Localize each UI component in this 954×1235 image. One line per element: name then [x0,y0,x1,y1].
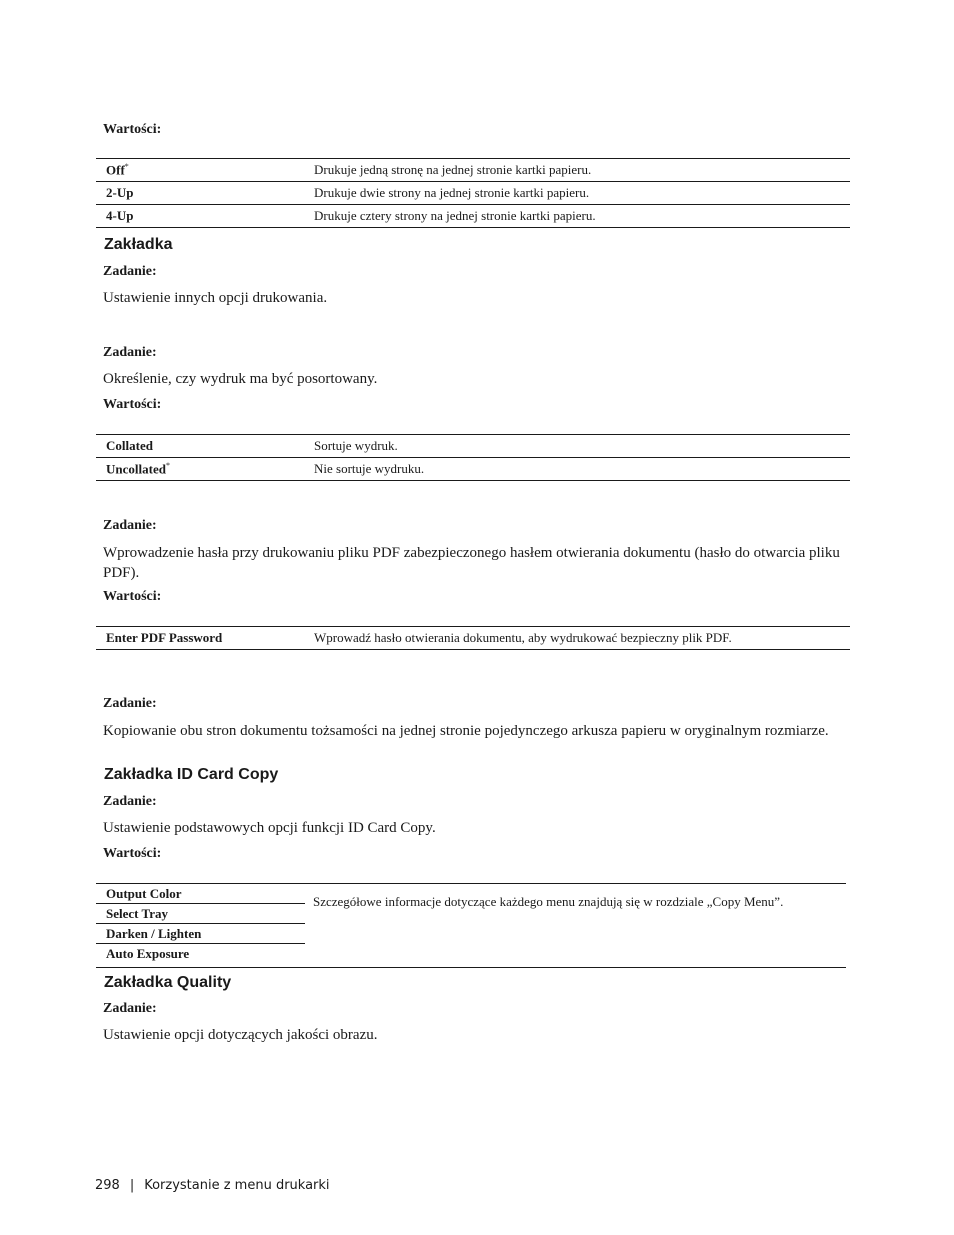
default-marker: * [124,161,129,171]
option-description: Drukuje jedną stronę na jednej stronie kartki papieru. [304,159,850,182]
option-description: Sortuje wydruk. [304,435,850,458]
values-table-nup [96,158,850,228]
task-label: Zadanie: [103,696,157,711]
option-key: Select Tray [96,904,305,924]
task-text: Ustawienie opcji dotyczących jakości obrazu. [103,1027,378,1043]
option-description: Szczegółowe informacje dotyczące każdego menu znajdują się w rozdziale „Copy Menu”. [313,894,784,909]
task-label: Zadanie: [103,345,157,360]
option-key: Darken / Lighten [96,924,305,944]
option-key: Collated [106,438,153,453]
option-key: Off [106,162,125,178]
footer-separator: | [129,1178,135,1193]
default-marker: * [165,460,170,470]
task-text: Wprowadzenie hasła przy drukowaniu pliku PDF zabezpieczonego hasłem otwierania dokumentu (hasło do otwarcia pliku PDF). [103,545,840,581]
option-key: Uncollated [106,461,166,477]
option-description: Nie sortuje wydruku. [304,458,850,481]
option-description: Drukuje cztery strony na jednej stronie kartki papieru. [304,205,850,228]
values-table-id-card [96,883,846,968]
option-description: Drukuje dwie strony na jednej stronie kartki papieru. [304,182,850,205]
values-label: Wartości: [103,397,162,412]
option-key: 2-Up [106,185,134,200]
section-heading-zakladka: Zakładka [104,236,173,253]
option-description: Wprowadź hasło otwierania dokumentu, aby wydrukować bezpieczny plik PDF. [304,627,850,650]
table-row [96,205,850,228]
task-label: Zadanie: [103,1001,157,1016]
option-key-list [96,884,305,964]
task-text: Ustawienie podstawowych opcji funkcji ID Card Copy. [103,820,436,836]
values-table-pdf [96,626,850,650]
option-key: Auto Exposure [106,946,190,961]
table-row [96,627,850,650]
task-text: Określenie, czy wydruk ma być posortowany. [103,371,378,387]
option-key: 4-Up [106,208,134,223]
task-label: Zadanie: [103,794,157,809]
page-number: 298 [95,1178,120,1193]
table-row [96,182,850,205]
section-heading-quality: Zakładka Quality [104,974,232,991]
table-row [96,458,850,481]
values-label: Wartości: [103,122,162,137]
values-table-collate [96,434,850,481]
values-label: Wartości: [103,846,162,861]
chapter-title: Korzystanie z menu drukarki [144,1178,330,1193]
values-label: Wartości: [103,589,162,604]
table-row [96,435,850,458]
section-heading-id-card-copy: Zakładka ID Card Copy [104,766,279,783]
task-label: Zadanie: [103,518,157,533]
task-label: Zadanie: [103,264,157,279]
table-row [96,159,850,182]
option-key: Output Color [96,884,305,904]
page-footer [95,1178,330,1193]
task-text: Ustawienie innych opcji drukowania. [103,290,328,306]
task-text: Kopiowanie obu stron dokumentu tożsamości na jednej stronie pojedynczego arkusza papieru w oryginalnym rozmiarze. [103,723,829,739]
option-key: Enter PDF Password [106,630,223,645]
